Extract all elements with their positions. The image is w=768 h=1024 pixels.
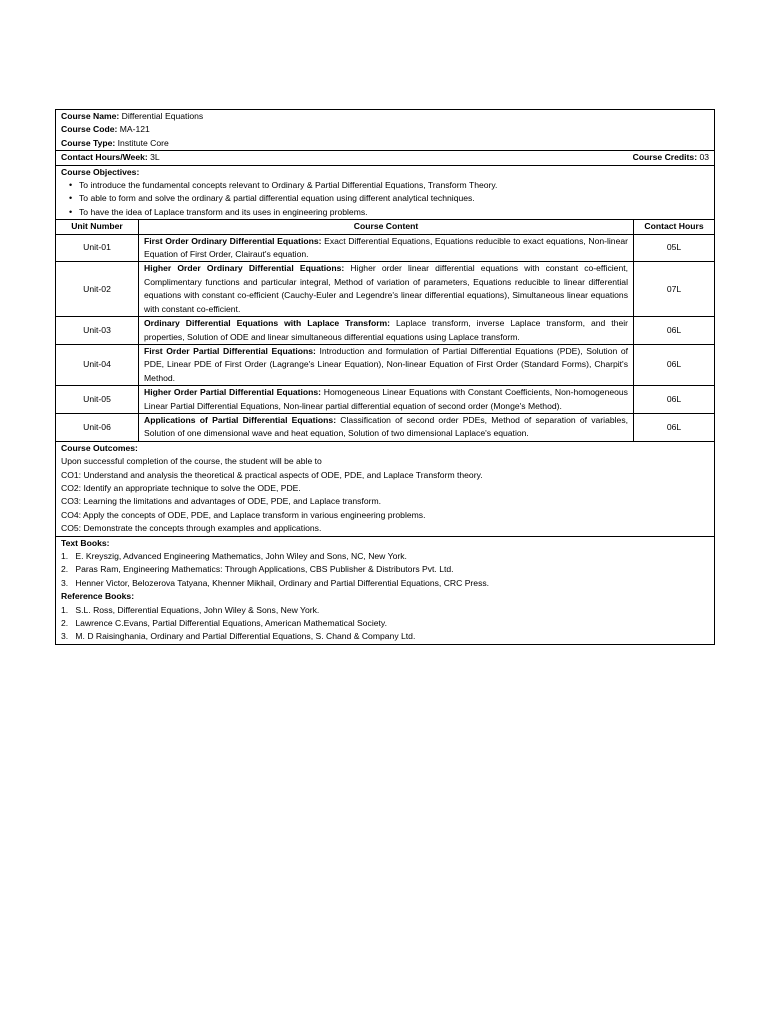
objective-item: • To able to form and solve the ordinary & partial differential equation using different analytical techniques. [79, 192, 709, 205]
course-info-cell [56, 110, 715, 151]
course-name-label: Course Name: [61, 111, 120, 121]
unit-row [56, 344, 715, 385]
unit-hours: 07L [634, 262, 715, 317]
unit-title: Ordinary Differential Equations with Laplace Transform: [144, 318, 391, 329]
contact-hours-label: Contact Hours/Week: [61, 152, 148, 163]
unit-text: Exact Differential Equations, Equations reducible to exact equations, Non-linear Equation of First Order, Clairaut's equation. [144, 235, 629, 260]
text-book-number: 3. [61, 577, 69, 588]
reference-book-text: Lawrence C.Evans, Partial Differential Equations, American Mathematical Society. [75, 618, 387, 629]
unit-number-header: Unit Number [56, 220, 139, 234]
outcomes-row [56, 441, 715, 536]
text-book-text: Henner Victor, Belozerova Tatyana, Khenner Mikhail, Ordinary and Partial Differential Equations, CRC Press. [75, 577, 490, 588]
outcomes-cell [56, 441, 715, 536]
books-cell [56, 536, 715, 644]
unit-content [139, 262, 634, 317]
text-book-item [61, 550, 709, 563]
text-book-number: 1. [61, 551, 69, 561]
unit-number: Unit-03 [56, 317, 139, 345]
unit-hours: 06L [634, 386, 715, 414]
unit-title: First Order Partial Differential Equations: [144, 345, 316, 356]
text-book-text: Paras Ram, Engineering Mathematics: Through Applications, CBS Publisher & Distributors Pvt. Ltd. [75, 564, 454, 575]
text-book-text: E. Kreyszig, Advanced Engineering Mathematics, John Wiley and Sons, NC, New York. [75, 551, 407, 561]
unit-row [56, 386, 715, 414]
unit-content [139, 413, 634, 441]
unit-hours: 06L [634, 317, 715, 345]
outcomes-heading: Course Outcomes: [61, 442, 138, 453]
contact-hours-value: 3L [150, 152, 160, 163]
unit-row [56, 234, 715, 262]
objectives-list [61, 179, 709, 219]
unit-title: Higher Order Partial Differential Equations: [144, 387, 322, 398]
reference-book-text: M. D Raisinghania, Ordinary and Partial Differential Equations, S. Chand & Company Ltd. [75, 631, 416, 642]
unit-content [139, 386, 634, 414]
unit-text: Homogeneous Linear Equations with Constant Coefficients, Non-homogeneous Linear Partial Differential Equations, Non-linear partial differential equation of second order (Monge's Method). [144, 387, 628, 411]
reference-book-item [61, 630, 709, 643]
unit-number: Unit-01 [56, 234, 139, 262]
unit-hours: 06L [634, 413, 715, 441]
course-credits-value: 03 [699, 152, 710, 163]
outcome-item: CO5: Demonstrate the concepts through examples and applications. [61, 523, 322, 534]
unit-text: Introduction and formulation of Partial Differential Equations (PDE), Solution of PDE, Linear PDE of First Order (Lagrange's Linear Equation), Non-linear Equation of First Order (Standard Forms), Charpit's Method. [144, 345, 629, 383]
unit-title: Higher Order Ordinary Differential Equations: [144, 263, 345, 274]
reference-book-number: 3. [61, 631, 69, 642]
course-code-label: Course Code: [61, 124, 118, 135]
unit-content [139, 317, 634, 345]
unit-text: Laplace transform, inverse Laplace transform, and their properties, Solution of ODE and linear simultaneous differential equations using Laplace transform. [144, 318, 628, 342]
course-syllabus-table [55, 109, 715, 645]
unit-number: Unit-06 [56, 413, 139, 441]
unit-number: Unit-02 [56, 262, 139, 317]
unit-hours: 06L [634, 344, 715, 385]
contact-hours-header: Contact Hours [634, 220, 715, 234]
unit-text: Higher order linear differential equations with constant co-efficient, Complimentary functions and particular integral, Method of variation of parameters, Equations reducible to linear differential equations with constant co-efficient (Cauchy-Euler and Legendre's linear differential equations), Simultaneous linear equations with constant co-efficient. [144, 263, 629, 314]
objectives-cell [56, 165, 715, 220]
contact-hours-row [56, 151, 715, 165]
course-type-label: Course Type: [61, 137, 116, 148]
course-name-value: Differential Equations [121, 111, 204, 121]
reference-book-item [61, 604, 709, 617]
unit-title: First Order Ordinary Differential Equations: [144, 235, 322, 246]
outcome-item: CO3: Learning the limitations and advantages of ODE, PDE, and Laplace transform. [61, 496, 382, 507]
unit-content [139, 234, 634, 262]
books-row [56, 536, 715, 644]
contact-hours-cell [56, 151, 715, 165]
unit-text: Classification of second order PDEs, Method of separation of variables, Solution of one dimensional wave and heat equation, Solution of two dimensional Laplace's equation. [144, 414, 628, 439]
unit-hours: 05L [634, 234, 715, 262]
course-credits-label: Course Credits: [632, 152, 698, 163]
unit-number: Unit-04 [56, 344, 139, 385]
units-header-row [56, 220, 715, 234]
course-type-value: Institute Core [117, 137, 169, 148]
unit-title: Applications of Partial Differential Equations: [144, 414, 337, 425]
text-book-item [61, 563, 709, 576]
outcomes-intro: Upon successful completion of the course, the student will be able to [61, 456, 322, 467]
course-code-value: MA-121 [119, 124, 150, 135]
course-code-line [61, 123, 709, 136]
text-book-number: 2. [61, 564, 69, 575]
reference-books-heading: Reference Books: [61, 591, 135, 602]
course-content-header: Course Content [139, 220, 634, 234]
outcome-item: CO4: Apply the concepts of ODE, PDE, and Laplace transform in various engineering problems. [61, 509, 426, 520]
outcome-item: CO2: Identify an appropriate technique to solve the ODE, PDE. [61, 482, 301, 493]
reference-book-item [61, 617, 709, 630]
reference-book-number: 1. [61, 604, 69, 615]
unit-number: Unit-05 [56, 386, 139, 414]
course-type-line [61, 137, 709, 150]
text-books-heading: Text Books: [61, 537, 110, 548]
course-info-row [56, 110, 715, 151]
unit-row [56, 262, 715, 317]
unit-row [56, 317, 715, 345]
objectives-heading: Course Objectives: [61, 166, 140, 177]
course-credits [633, 151, 709, 164]
outcome-item: CO1: Understand and analysis the theoretical & practical aspects of ODE, PDE, and Laplace Transform theory. [61, 469, 483, 480]
text-book-item [61, 577, 709, 590]
objective-item: • To have the idea of Laplace transform and its uses in engineering problems. [79, 206, 709, 219]
unit-content [139, 344, 634, 385]
reference-book-number: 2. [61, 618, 69, 629]
reference-book-text: S.L. Ross, Differential Equations, John Wiley & Sons, New York. [75, 604, 320, 615]
objectives-row [56, 165, 715, 220]
course-name-line [61, 110, 709, 123]
objective-item: • To introduce the fundamental concepts relevant to Ordinary & Partial Differential Equations, Transform Theory. [79, 179, 709, 192]
unit-row [56, 413, 715, 441]
